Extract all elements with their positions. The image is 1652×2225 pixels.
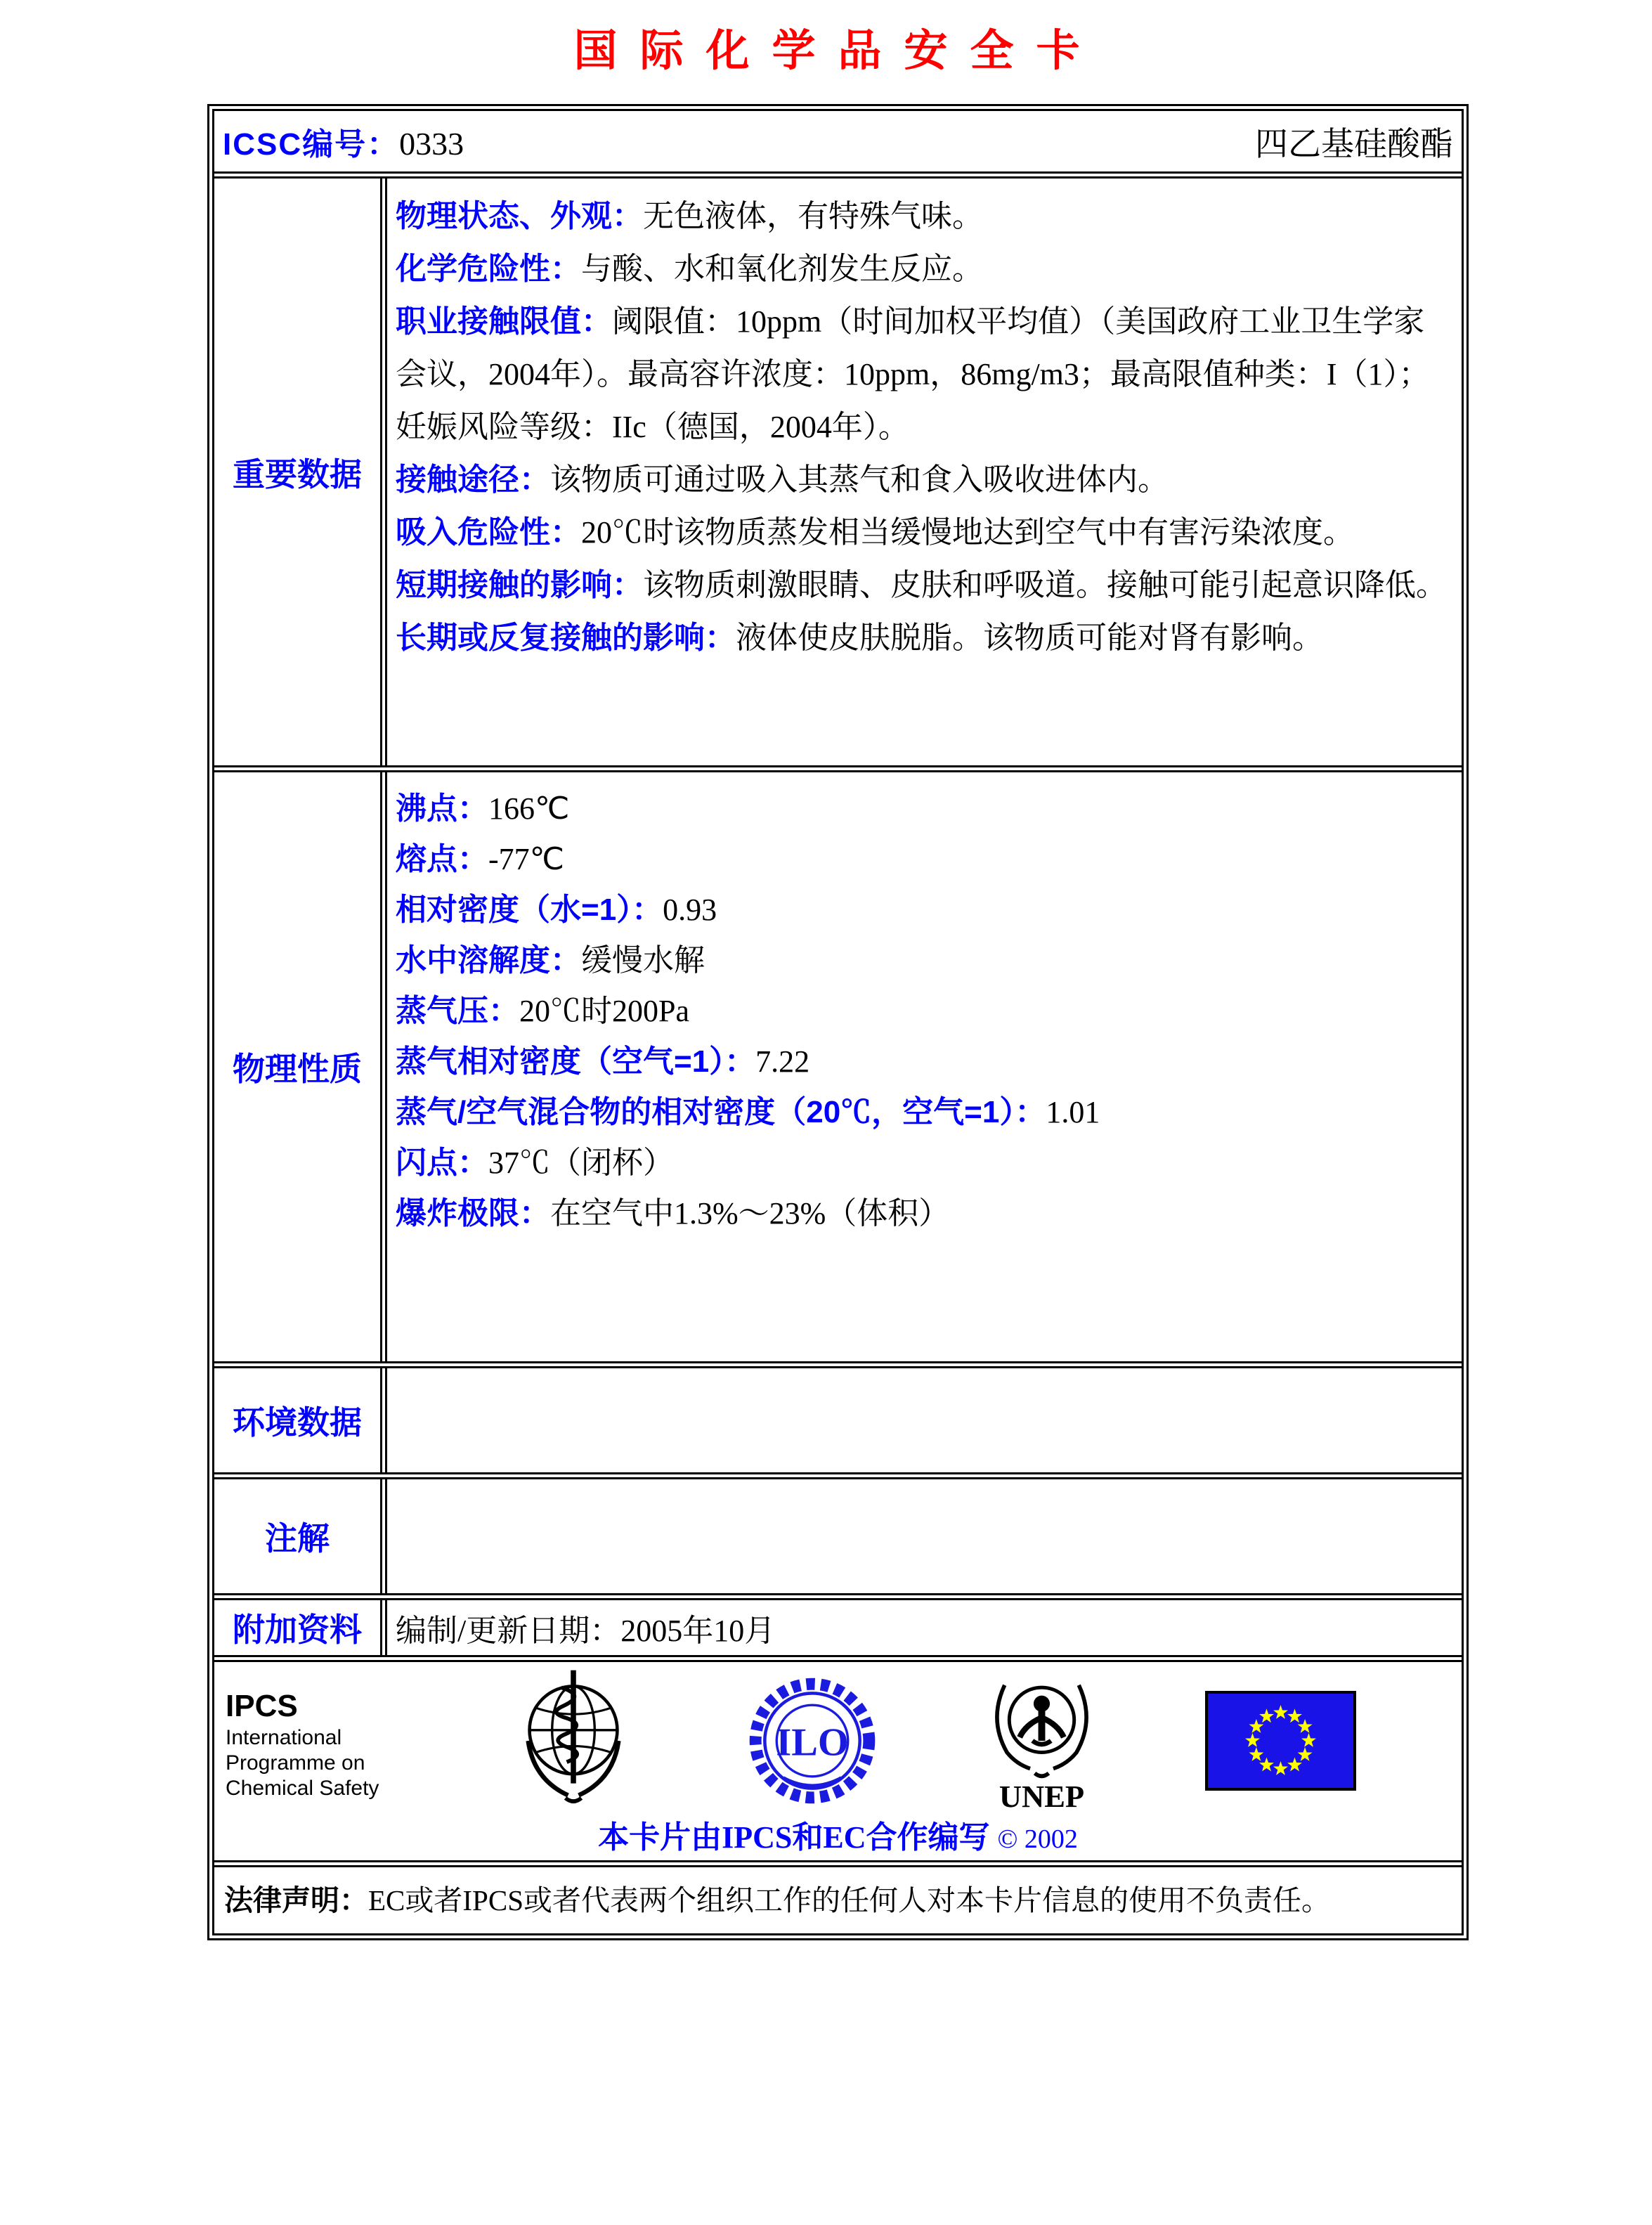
additional-info-content xyxy=(387,1600,1462,1655)
legal-label: 法律声明： xyxy=(224,1884,368,1916)
ilo-logo-icon xyxy=(746,1675,878,1810)
additional-info-label: 附加资料 xyxy=(214,1600,387,1655)
important-data-item: 短期接触的影响：该物质刺激眼睛、皮肤和呼吸道。接触可能引起意识降低。 xyxy=(396,568,1447,602)
page-title: 国际化学品安全卡 xyxy=(573,27,1103,75)
physical-property-item: 爆炸极限：在空气中1.3%～23%（体积） xyxy=(396,1196,950,1231)
cooperation-line xyxy=(214,1817,1462,1860)
important-data-item: 化学危险性：与酸、水和氧化剂发生反应。 xyxy=(396,252,983,286)
ilo-letters: ILO xyxy=(775,1720,849,1765)
copyright-text: © 2002 xyxy=(997,1824,1078,1854)
important-data-section xyxy=(214,171,1462,765)
important-data-item: 接触途径：该物质可通过吸入其蒸气和食入吸收进体内。 xyxy=(396,462,1169,497)
icsc-number-label: ICSC编号： xyxy=(223,127,400,162)
update-date: 编制/更新日期：2005年10月 xyxy=(396,1614,776,1648)
ipcs-title: IPCS xyxy=(226,1689,298,1723)
legal-section xyxy=(214,1860,1462,1933)
icsc-number-value: 0333 xyxy=(399,126,464,162)
important-data-item: 职业接触限值：阈限值：10ppm（时间加权平均值）（美国政府工业卫生学家会议，2004年）。最高容许浓度：10ppm，86mg/m3；最高限值种类：I（1）；妊娠风险等级：IIc（德国，2004年）。 xyxy=(396,304,1430,444)
notes-section xyxy=(214,1472,1462,1593)
physical-property-item: 熔点：-77℃ xyxy=(396,842,565,876)
notes-label: 注解 xyxy=(214,1479,387,1593)
who-logo-icon xyxy=(507,1666,640,1819)
safety-card-table xyxy=(207,104,1469,1940)
physical-property-item: 蒸气相对密度（空气=1）：7.22 xyxy=(396,1044,810,1079)
ipcs-text-block: IPCS International Programme on Chemical Safety xyxy=(226,1672,401,1801)
important-data-label: 重要数据 xyxy=(214,179,387,765)
unep-caption: UNEP xyxy=(999,1778,1084,1810)
legal-text: EC或者IPCS或者代表两个组织工作的任何人对本卡片信息的使用不负责任。 xyxy=(368,1884,1330,1916)
environmental-data-content xyxy=(387,1368,1462,1472)
logo-strip xyxy=(214,1662,1462,1812)
card-header-row xyxy=(214,111,1462,171)
unep-logo-icon xyxy=(984,1671,1100,1814)
footer-section xyxy=(214,1655,1462,1860)
physical-properties-label: 物理性质 xyxy=(214,772,387,1361)
physical-property-item: 蒸气压：20℃时200Pa xyxy=(396,994,689,1028)
important-data-item: 物理状态、外观：无色液体，有特殊气味。 xyxy=(396,199,983,233)
environmental-data-label: 环境数据 xyxy=(214,1368,387,1472)
physical-property-item: 水中溶解度：缓慢水解 xyxy=(396,943,705,978)
additional-info-section xyxy=(214,1593,1462,1655)
physical-property-item: 沸点：166℃ xyxy=(396,791,570,826)
physical-property-item: 闪点：37℃（闭杯） xyxy=(396,1146,674,1180)
chemical-name: 四乙基硅酸酯 xyxy=(1255,126,1453,163)
physical-properties-content xyxy=(387,772,1462,1361)
important-data-item: 长期或反复接触的影响：液体使皮肤脱脂。该物质可能对肾有影响。 xyxy=(396,621,1323,655)
notes-content xyxy=(387,1479,1462,1593)
physical-property-item: 蒸气/空气混合物的相对密度（20℃，空气=1）：1.01 xyxy=(396,1095,1100,1129)
important-data-content xyxy=(387,179,1462,765)
physical-properties-section xyxy=(214,765,1462,1361)
cooperation-text: 本卡片由IPCS和EC合作编写 xyxy=(598,1820,990,1855)
legal-statement xyxy=(224,1881,1330,1920)
physical-property-item: 相对密度（水=1）：0.93 xyxy=(396,893,717,927)
icsc-number-group xyxy=(223,119,464,164)
important-data-item: 吸入危险性：20℃时该物质蒸发相当缓慢地达到空气中有害污染浓度。 xyxy=(396,515,1354,550)
eu-flag-icon xyxy=(1205,1691,1356,1794)
environmental-data-section xyxy=(214,1361,1462,1472)
